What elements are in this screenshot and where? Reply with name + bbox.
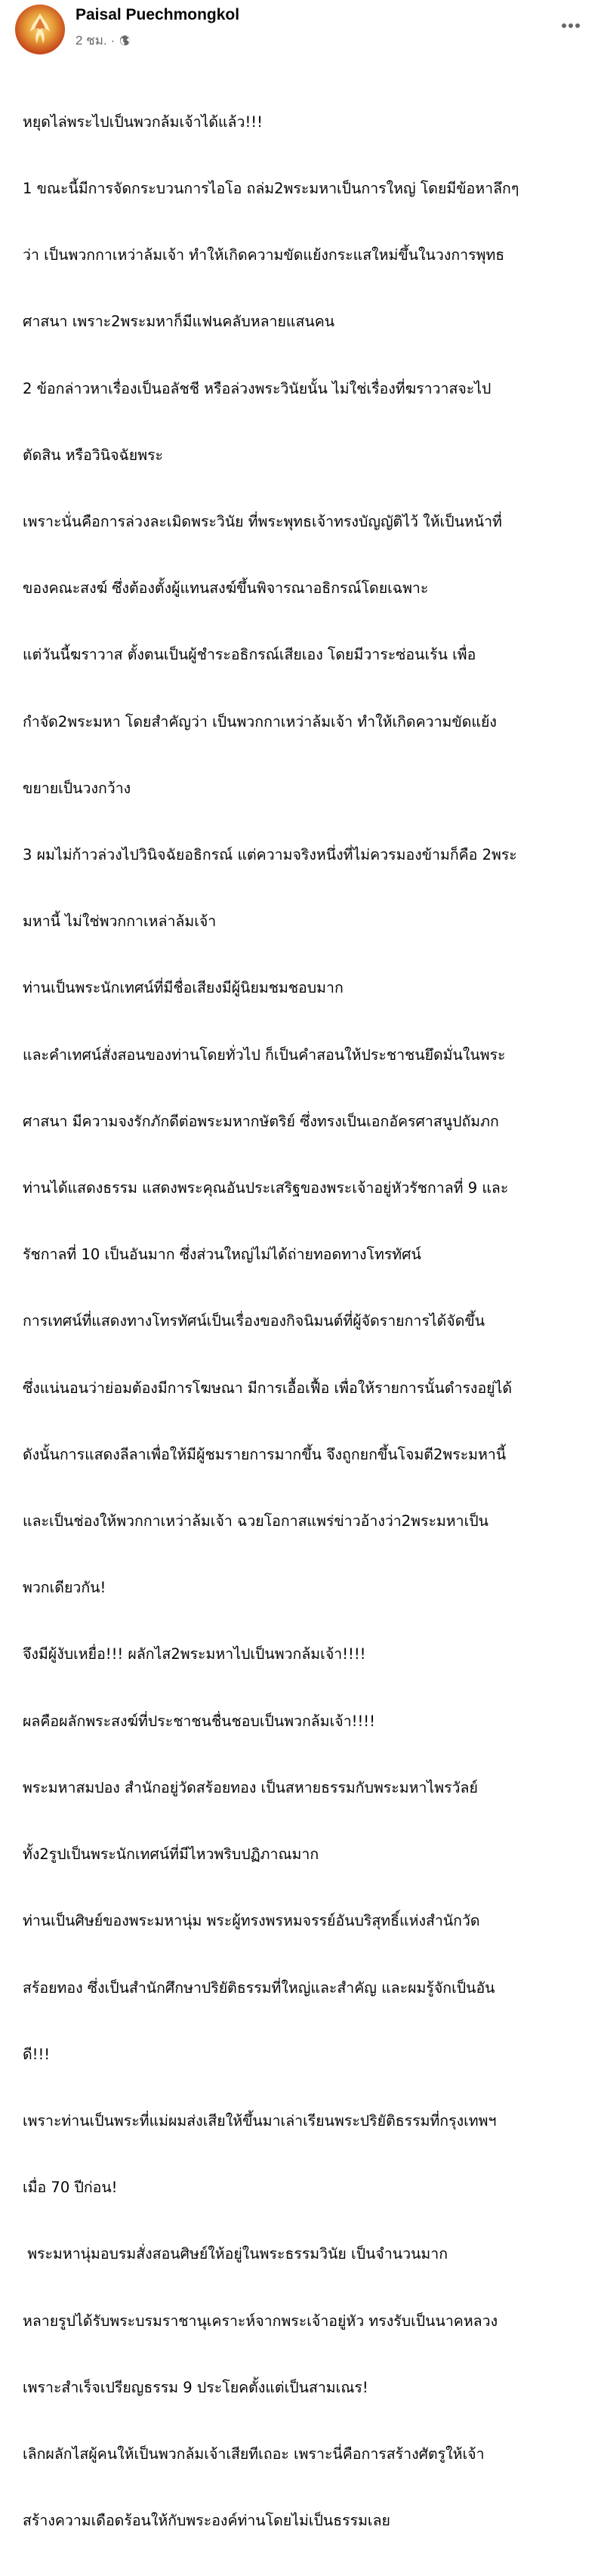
post-line: เมื่อ 70 ปีก่อน! [23,2179,118,2197]
post-line: และเป็นช่องให้พวกกาเหว่าล้มเจ้า ฉวยโอกาสแพร่ข่าวอ้างว่า2พระมหาเป็น [23,1512,488,1530]
author-name[interactable]: Paisal Puechmongkol [76,6,240,23]
post-line: ดี!!! [23,2045,51,2063]
post-line: ตัดสิน หรือวินิจฉัยพระ [23,446,164,464]
post-line: ของคณะสงฆ์ ซึ่งต้องตั้งผู้แทนสงฆ์ขึ้นพิจารณาอธิกรณ์โดยเฉพาะ [23,579,429,598]
post-line: กำจัด2พระมหา โดยสำคัญว่า เป็นพวกกาเหว่าล้มเจ้า ทำให้เกิดความขัดแย้ง [23,712,497,730]
post-line: แต่วันนี้ฆราวาส ตั้งตนเป็นผู้ชำระอธิกรณ์เสียเอง โดยมีวาระซ่อนเร้น เพื่อ [23,646,476,664]
post-line: เพราะสำเร็จเปรียญธรรม 9 ประโยคตั้งแต่เป็นสามเณร! [23,2378,368,2396]
post-meta [76,30,131,51]
post-line: 3 ผมไม่ก้าวล่วงไปวินิจฉัยอธิกรณ์ แต่ความจริงหนึ่งที่ไม่ควรมองข้ามก็คือ 2พระ [23,846,517,864]
post-line: ขยายเป็นวงกว้าง [23,779,131,797]
post-line: ผลคือผลักพระสงฆ์ที่ประชาชนชื่นชอบเป็นพวกล้มเจ้า!!!! [23,1712,375,1730]
more-options-icon[interactable] [556,15,586,36]
post-header [0,0,604,60]
globe-icon [119,35,131,46]
avatar[interactable] [15,5,65,54]
post-line: เพราะนั่นคือการล่วงละเมิดพระวินัย ที่พระพุทธเจ้าทรงบัญญัติไว้ ให้เป็นหน้าที่ [23,513,502,531]
post-line: ศาสนา เพราะ2พระมหาก็มีแฟนคลับหลายแสนคน [23,313,335,331]
post-line: และคำเทศน์สั่งสอนของท่านโดยทั่วไป ก็เป็นคำสอนให้ประชาชนยึดมั่นในพระ [23,1046,506,1064]
post-line: หลายรูปได้รับพระบรมราชานุเคราะห์จากพระเจ้าอยู่หัว ทรงรับเป็นนาคหลวง [23,2312,498,2330]
post-body [23,66,596,2576]
post-line: เลิกผลักไสผู้คนให้เป็นพวกล้มเจ้าเสียทีเถอะ เพราะนี่คือการสร้างศัตรูให้เจ้า [23,2445,485,2463]
post-line: 1 ขณะนี้มีการจัดกระบวนการไอโอ ถล่ม2พระมหาเป็นการใหญ่ โดยมีข้อหาลึกๆ [23,180,519,198]
post-line: การเทศน์ที่แสดงทางโทรทัศน์เป็นเรื่องของกิจนิมนต์ที่ผู้จัดรายการได้จัดขึ้น [23,1312,485,1330]
post-line: ท่านเป็นพระนักเทศน์ที่มีชื่อเสียงมีผู้นิยมชมชอบมาก [23,979,344,997]
post-line: มหานี้ ไม่ใช่พวกกาเหล่าล้มเจ้า [23,913,217,931]
post-line: พระมหาสมปอง สำนักอยู่วัดสร้อยทอง เป็นสหายธรรมกับพระมหาไพรวัลย์ [23,1778,478,1796]
post-line: ดังนั้นการแสดงลีลาเพื่อให้มีผู้ชมรายการมากขึ้น จึงถูกยกขึ้นโจมตี2พระมหานี้ [23,1445,507,1463]
post-time[interactable]: 2 ชม. [76,33,107,48]
post-line: รัชกาลที่ 10 เป็นอันมาก ซึ่งส่วนใหญ่ไม่ได้ถ่ายทอดทางโทรทัศน์ [23,1246,421,1264]
post-line: จึงมีผู้งับเหยื่อ!!! ผลักไส2พระมหาไปเป็นพวกล้มเจ้า!!!! [23,1645,366,1663]
post-line: พระมหานุ่มอบรมสั่งสอนศิษย์ให้อยู่ในพระธรรมวินัย เป็นจำนวนมาก [23,2245,448,2263]
post-line: สร้อยทอง ซึ่งเป็นสำนักศึกษาปริยัติธรรมที่ใหญ่และสำคัญ และผมรู้จักเป็นอัน [23,1978,495,1997]
post-line: สร้างความเดือดร้อนให้กับพระองค์ท่านโดยไม่เป็นธรรมเลย [23,2512,390,2530]
post-line: ท่านได้แสดงธรรม แสดงพระคุณอันประเสริฐของพระเจ้าอยู่หัวรัชกาลที่ 9 และ [23,1179,509,1197]
post-line: เพราะท่านเป็นพระที่แม่ผมส่งเสียให้ขึ้นมาเล่าเรียนพระปริยัติธรรมที่กรุงเทพฯ [23,2111,497,2130]
avatar-image [15,5,65,54]
post-line: ทั้ง2รูปเป็นพระนักเทศน์ที่มีไหวพริบปฏิภาณมาก [23,1846,319,1864]
post-line: ว่า เป็นพวกกาเหว่าล้มเจ้า ทำให้เกิดความขัดแย้งกระแสใหม่ขึ้นในวงการพุทธ [23,246,505,264]
post-line: หยุดไล่พระไปเป็นพวกล้มเจ้าได้แล้ว!!! [23,113,263,131]
post-line: 2 ข้อกล่าวหาเรื่องเป็นอลัชชี หรือล่วงพระวินัยนั้น ไม่ใช่เรื่องที่ฆราวาสจะไป [23,379,492,397]
post-line: ศาสนา มีความจงรักภักดีต่อพระมหากษัตริย์ ซึ่งทรงเป็นเอกอัครศาสนูปถัมภก [23,1112,499,1130]
post-line: ท่านเป็นศิษย์ของพระมหานุ่ม พระผู้ทรงพรหมจรรย์อันบริสุทธิ์แห่งสำนักวัด [23,1912,480,1930]
post-line: พวกเดียวกัน! [23,1579,106,1597]
post-line: ซึ่งแน่นอนว่าย่อมต้องมีการโฆษณา มีการเอื้อเฟื้อ เพื่อให้รายการนั้นดำรงอยู่ได้ [23,1379,513,1397]
meta-separator: · [110,32,116,48]
